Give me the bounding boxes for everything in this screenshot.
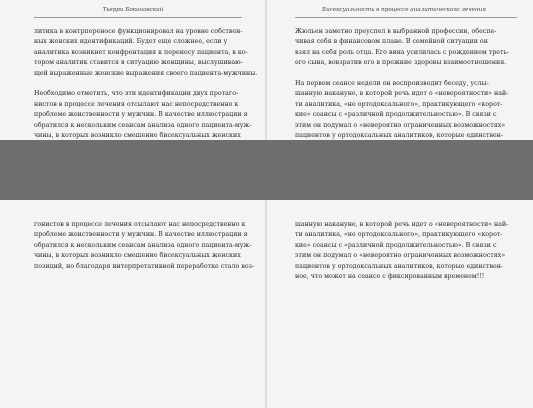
running-head-right: Бисексуальность в процессе аналитического лечения [322, 7, 486, 13]
text-line: нистов в процессе лечения отсылают нас непосредственно к [34, 100, 239, 108]
text-line: пациентов у ортодоксальных аналитиков, которые единствен- [295, 131, 504, 139]
text-line: этим он подумал о «невероятно ограниченных возможностях» [295, 121, 506, 129]
text-line: ти аналитика, «не ортодоксального», практикующего «корот- [295, 100, 503, 108]
text-line: чины, в которых возникло смешение бисексуальных женских [34, 131, 241, 139]
text-line: чивая себя в финансовом плане. В семейной ситуации он [295, 38, 488, 46]
text-line: пациентов у ортодоксальных аналитиков, которые единствен- [295, 262, 504, 270]
text-line: кие» сеансы с «различной продолжительностью». В связи с [295, 111, 497, 119]
text-line: ное, что может на сеансе с фиксированным временем!!! [295, 272, 485, 280]
text-line: гонистов в процессе лечения отсылают нас непосредственно к [34, 221, 246, 228]
text-line: ти аналитика, «не ортодоксального», практикующего «корот- [295, 231, 503, 239]
left-page [0, 0, 266, 408]
text-line: Необходимо отметить, что эти идентификации двух протаго- [34, 90, 239, 98]
text-line [295, 69, 517, 79]
gray-occlusion-band [0, 140, 533, 200]
text-line [34, 79, 242, 89]
text-line: аналитика возникнет конфронтация к переносу пациента, в ко- [34, 48, 248, 56]
right-text-top [295, 27, 517, 141]
text-line: проблеме женственности у мужчин. В качестве иллюстрации я [34, 231, 248, 239]
text-line: чины, в которых возникло смешение бисексуальных женских [34, 252, 241, 260]
text-line: шанную накануне, в которой речь идет о «невероятности» най- [295, 221, 509, 228]
text-line: его сына, вовзратив его в прежние здоровы взаимоотношения. [295, 59, 507, 67]
right-page [267, 0, 533, 408]
text-line: тором аналитик ставится в ситуацию женщины, выслушиваю- [34, 59, 243, 67]
text-line: литика в контрпереносе функционировал на уровне собствен- [34, 28, 243, 35]
left-text-bottom [34, 220, 255, 272]
text-line: На первом сеансе недели он воспроизводит беседу, услы- [295, 79, 489, 87]
text-line: ных женских идентификаций. Будет еще сложнее, если у [34, 38, 228, 46]
header-rule-left [34, 17, 242, 18]
text-line: щей выраженные женские выражения своего пациента-мужчины. [34, 69, 258, 77]
text-line: проблеме женственности у мужчин. В качестве иллюстрации я [34, 111, 248, 119]
text-line: Жюльен заметно преуспел в выбранной профессии, обеспе- [295, 28, 497, 35]
running-head-left: Тьерри Бокановский [102, 7, 164, 13]
text-line: позиций, но благодаря интерпретативной переработке стало воз- [34, 262, 255, 270]
header-rule-right [295, 17, 517, 18]
text-line: кие» сеансы с «различной продолжительностью». В связи с [295, 241, 497, 249]
text-line: обратился к нескольким сеансам анализа одного пациента-муж- [34, 121, 252, 129]
text-line: взял на себя роль отца. Его вина усилилась с рождением треть- [295, 48, 510, 56]
right-text-bottom [295, 220, 517, 282]
text-line: этим он подумал о «невероятно ограниченных возможностях» [295, 252, 506, 260]
text-line: шанную накануне, в которой речь идет о «невероятности» най- [295, 90, 509, 98]
left-text-top [34, 27, 258, 141]
text-line: обратился к нескольким сеансам анализа одного пациента-муж- [34, 241, 252, 249]
